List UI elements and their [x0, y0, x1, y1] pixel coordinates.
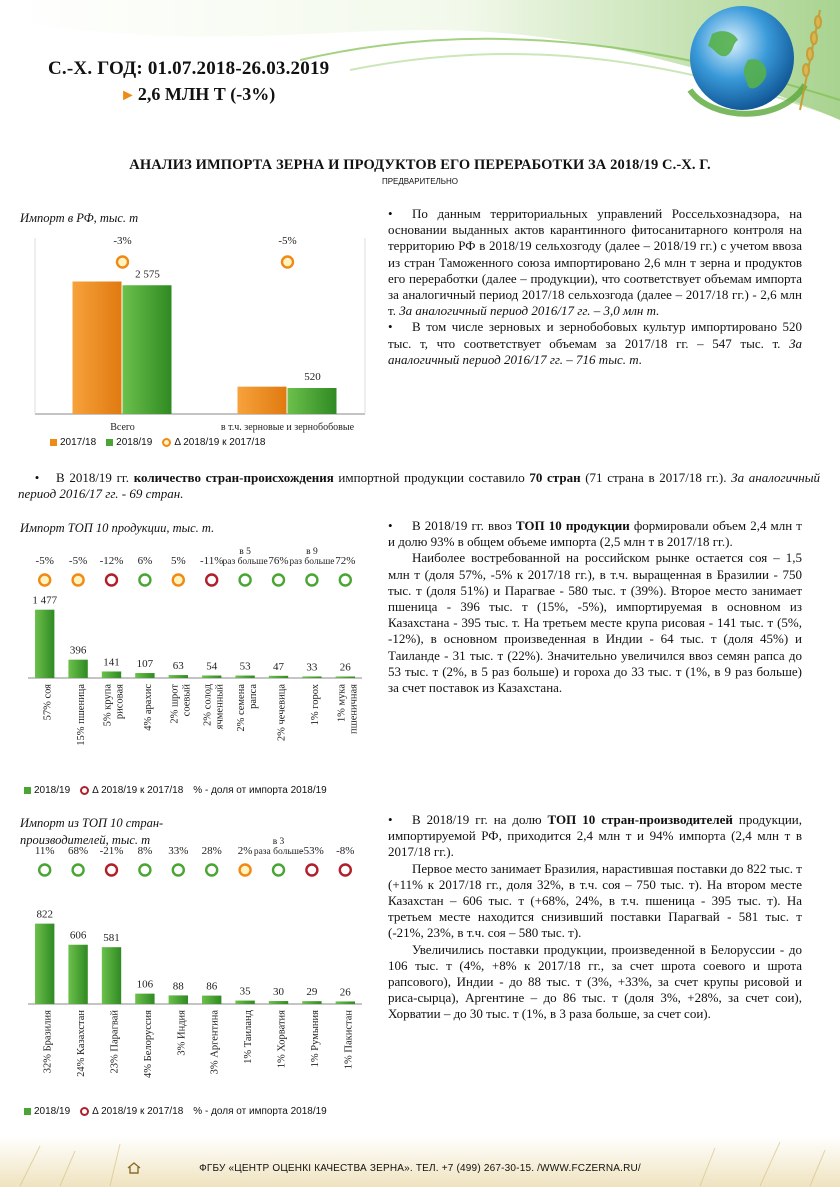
bar [202, 676, 221, 678]
value-label: 606 [69, 929, 87, 942]
change-marker [306, 575, 317, 586]
value-label: 53 [239, 660, 251, 673]
category-label: 2% солод [202, 684, 214, 726]
change-label: -5% [278, 235, 297, 247]
change-marker [282, 257, 293, 268]
category-label-group [143, 684, 154, 731]
bar-2017-18 [73, 282, 122, 415]
change-label: 11% [34, 845, 55, 857]
change-marker [39, 865, 50, 876]
bullet-icon: • [34, 470, 40, 485]
legend-item: % - доля от импорта 2018/19 [193, 1106, 327, 1117]
value-label: 106 [136, 978, 154, 991]
change-marker [240, 575, 251, 586]
bullet-icon: • [388, 518, 393, 533]
category-label: 23% Парагвай [109, 1010, 121, 1074]
chart3-title: Импорт из ТОП 10 стран-производителей, тыс. т [20, 816, 164, 847]
chart-svg [20, 830, 368, 1100]
bullet-icon: • [388, 812, 393, 827]
change-marker [39, 575, 50, 586]
value-label: 520 [304, 371, 321, 383]
category-label: 4% Белоруссия [142, 1010, 154, 1078]
bar [302, 676, 321, 678]
value-label: 26 [339, 986, 351, 999]
category-label-group [169, 684, 192, 724]
change-label: 28% [201, 845, 222, 857]
category-label: 2% семена [236, 684, 248, 732]
change-marker [306, 865, 317, 876]
legend-item: 2018/19 [106, 437, 152, 448]
change-marker [173, 575, 184, 586]
change-marker [273, 575, 284, 586]
bar [102, 947, 121, 1004]
change-label: 5% [170, 555, 186, 567]
value-label: 29 [306, 986, 318, 999]
value-label: 822 [36, 908, 53, 921]
bar [202, 996, 221, 1004]
change-label: в 3 [272, 837, 285, 847]
bar-2017-18 [238, 387, 287, 414]
chart2-legend [24, 785, 327, 796]
bar [35, 924, 54, 1004]
change-label: -5% [68, 555, 88, 567]
chart1-svg [20, 228, 375, 438]
category-label-group [343, 1010, 354, 1070]
category-label: ячменный [214, 684, 226, 730]
change-label: -8% [336, 845, 355, 857]
change-marker [117, 257, 128, 268]
bullet-icon: • [388, 206, 393, 221]
value-label: 35 [239, 985, 251, 998]
category-label-group [310, 1010, 321, 1068]
change-label: раза больше [253, 847, 304, 857]
page-subtitle: ПРЕДВАРИТЕЛЬНО [381, 177, 459, 186]
change-label: раз больше [222, 557, 268, 567]
value-label: 88 [172, 980, 184, 993]
change-marker [139, 865, 150, 876]
value-label: 30 [273, 986, 284, 999]
category-label-group [236, 684, 259, 732]
category-label-group [243, 1009, 254, 1064]
change-marker [106, 575, 117, 586]
category-label-group [103, 684, 126, 727]
bar [269, 1001, 288, 1004]
value-label: 396 [69, 644, 87, 657]
text-block-1: • По данным территориальных управлений Россельхознадзора, на основании выданных актов карантинного фитосанитарного контроля на территорию РФ в 2018/19 сельхозгоду (далее – 2018/19 гг.) с учетом ввоза из стран Таможенного союза импортировано 2,6 млн т зерна и продуктов его переработки (далее – продукции), что соответствует объемам импорта за аналогичный период 2017/18 сельхозгода (далее – 2017/18 гг.) - 2,6 млн т. За аналогичный период 2016/17 гг. – 3,0 млн т. • В том числе зерновых и зернобобовых культур импортировано 520 тыс. т, что соответствует объемам за 2017/18 гг. – 547 тыс. т. За аналогичный период 2016/17 гг. – 716 тыс. т. [388, 206, 802, 367]
category-label-group [43, 1010, 54, 1073]
legend-item: Δ 2018/19 к 2017/18 [80, 785, 183, 796]
category-label-group [310, 683, 321, 725]
footer-contacts: ФГБУ «ЦЕНТР ОЦЕНКІ КАЧЕСТВА ЗЕРНА». ТЕЛ. +7 (499) 267-30-15. /WWW.FCZERNA.RU/ [199, 1163, 641, 1174]
change-label: в 9 [306, 547, 318, 557]
category-label: 1% мука [336, 684, 348, 723]
value-label: 107 [136, 658, 154, 671]
legend-item: % - доля от импорта 2018/19 [193, 785, 327, 796]
volume-value: 2,6 МЛН Т (-3%) [137, 84, 276, 104]
change-marker [139, 575, 150, 586]
value-label: 2 575 [135, 268, 160, 281]
category-label: 1% горох [309, 684, 321, 726]
value-label: 141 [103, 656, 120, 669]
category-label-group [76, 684, 87, 746]
season-period: С.-Х. ГОД: 01.07.2018-26.03.2019 [48, 58, 330, 79]
category-label: 15% пшеница [76, 684, 88, 746]
chart2-title: Импорт ТОП 10 продукции, тыс. т. [20, 521, 215, 535]
change-marker [240, 865, 251, 876]
category-label: Всего [110, 422, 135, 433]
change-marker [340, 865, 351, 876]
category-label: 5% крупа [102, 684, 114, 727]
category-label: 4% арахис [142, 684, 154, 731]
change-marker [340, 575, 351, 586]
change-label: 76% [268, 555, 289, 567]
category-label-group [43, 684, 54, 721]
chart-top10-countries [20, 830, 368, 1100]
category-label: 1% Таиланд [243, 1010, 255, 1064]
change-label: 8% [137, 845, 153, 857]
category-label-group [277, 684, 288, 741]
change-label: -3% [113, 235, 132, 247]
bar [269, 676, 288, 678]
value-label: 63 [172, 660, 184, 673]
value-label: 33 [306, 661, 318, 674]
category-label-group [210, 1010, 221, 1075]
category-label: 2% шрот [169, 684, 181, 724]
change-label: 68% [68, 845, 89, 857]
value-label: 581 [103, 932, 120, 945]
chart1-title: Импорт в РФ, тыс. т [20, 211, 139, 225]
category-label: рисовая [114, 684, 126, 720]
bar-2018-19 [288, 388, 337, 414]
change-label: -53% [299, 845, 324, 857]
bar [336, 677, 355, 679]
category-label-group [203, 683, 226, 729]
chart3-legend [24, 1106, 327, 1117]
season-volume [120, 84, 275, 105]
category-label: соевый [181, 684, 193, 717]
change-label: раз больше [289, 557, 335, 567]
legend-item: 2018/19 [24, 785, 70, 796]
change-marker [273, 865, 284, 876]
bar [169, 675, 188, 678]
change-label: 72% [335, 555, 356, 567]
category-label: 57% соя [42, 684, 54, 721]
category-label: 1% Хорватия [276, 1010, 288, 1069]
value-label: 1 477 [32, 594, 58, 607]
category-label: пшеничная [348, 684, 360, 734]
category-label-group [143, 1010, 154, 1078]
category-label: 1% Румыния [309, 1010, 321, 1068]
category-label-group [176, 1010, 187, 1056]
change-marker [206, 865, 217, 876]
change-marker [73, 865, 84, 876]
change-label: 33% [168, 845, 189, 857]
value-label: 47 [273, 660, 284, 673]
page-title: АНАЛИЗ ИМПОРТА ЗЕРНА И ПРОДУКТОВ ЕГО ПЕРЕРАБОТКИ ЗА 2018/19 С.-Х. Г. [129, 157, 711, 173]
category-label-group [277, 1010, 288, 1068]
change-label: -11% [199, 555, 224, 567]
bar [135, 994, 154, 1004]
legend-item: 2018/19 [24, 1106, 70, 1117]
change-label: -5% [35, 555, 54, 567]
bar [68, 945, 87, 1004]
chart-top10-products [20, 540, 368, 780]
text-block-2: • В 2018/19 гг. ввоз ТОП 10 продукции формировали объем 2,4 млн т и долю 93% в общем объеме импорта (2,5 млн т в 2017/18 гг.). Наиболее востребованной на российском рынке остается соя – 1,5 млн т (доля 57%, -5% к 2017/18 гг.), в т.ч. выращенная в Бразилии - 750 тыс. т (доля 51%) и Парагвае - 580 тыс. т (39%). Второе место занимает пшеница - 396 тыс. т (15%, -5%), импортируемая в основном из Казахстана - 395 тыс. т. На третьем месте крупа рисовая - 141 тыс. т (5%, -12%), в основном произведенная в Индии - 64 тыс. т (доля 45%) и Таиланде - 31 тыс. т (22%). Значительно увеличился ввоз семян рапса до 53 тыс. т (2%, в 5 раз больше) и гороха до 33 тыс. т (1%, в 9 раз больше) за счет поставок из Казахстана. [388, 518, 802, 696]
change-label: в 5 [239, 547, 251, 557]
chart-svg [20, 540, 368, 780]
category-label: 2% чечевица [276, 684, 288, 742]
bar [235, 676, 254, 678]
category-label: 1% Пакистан [343, 1010, 355, 1070]
chart-import-total [20, 228, 375, 438]
change-label: -21% [99, 845, 124, 857]
category-label: рапса [248, 684, 260, 709]
change-marker [106, 865, 117, 876]
change-label: 2% [237, 845, 253, 857]
change-marker [73, 575, 84, 586]
category-label: в т.ч. зерновые и зернобобовые [220, 422, 355, 433]
category-label: 24% Казахстан [76, 1010, 88, 1077]
category-label-group [76, 1010, 87, 1077]
change-label: -12% [99, 555, 124, 567]
legend-item: 2017/18 [50, 437, 96, 448]
chart1-legend [50, 437, 265, 448]
bar [336, 1001, 355, 1004]
category-label: 3% Аргентина [209, 1010, 221, 1075]
bar [102, 671, 121, 678]
legend-item: Δ 2018/19 к 2017/18 [80, 1106, 183, 1117]
value-label: 26 [339, 661, 351, 674]
bar [169, 995, 188, 1004]
value-label: 86 [206, 980, 218, 993]
globe-icon [690, 6, 794, 110]
bar-2018-19 [123, 285, 172, 414]
change-marker [173, 865, 184, 876]
change-label: 6% [137, 555, 153, 567]
bar [68, 660, 87, 678]
bar [35, 610, 54, 678]
bar [135, 673, 154, 678]
legend-item: Δ 2018/19 к 2017/18 [162, 437, 265, 448]
category-label: 3% Индия [176, 1010, 188, 1056]
category-label-group [336, 684, 359, 734]
change-marker [206, 575, 217, 586]
bullet-icon: • [388, 319, 393, 335]
bar [235, 1001, 254, 1004]
text-block-3: • В 2018/19 гг. на долю ТОП 10 стран-производителей продукции, импортируемой РФ, приходится 2,4 млн т и 94% импорта (2,4 млн т в 2017/18 гг.). Первое место занимает Бразилия, нарастившая поставки до 822 тыс. т (+11% к 2017/18 гг., доля 32%, в т.ч. соя – 750 тыс. т). На втором месте Казахстан – 606 тыс. т (+68%, 24%, в т.ч. пшеница - 395 тыс. т). На третьем месте находится снизивший поставки Парагвай - 581 тыс. т (-21%, 23%, в т.ч. соя – 580 тыс. т). Увеличились поставки продукции, произведенной в Белоруссии - до 106 тыс. т (4%, +8% к 2017/18 гг., за счет шрота соевого и шрота рапсового), Индии - до 88 тыс. т (3%, +33%, за счет крупы рисовой и риса-сырца), Аргентине – до 86 тыс. т (доля 3%, +28%, за счет сои), Хорватии – до 30 тыс. т (1%, в 3 раза больше, за счет сои). [388, 812, 803, 1022]
value-label: 54 [206, 660, 218, 673]
footer-decoration [0, 1136, 840, 1187]
category-label: 32% Бразилия [42, 1010, 54, 1074]
category-label-group [110, 1010, 121, 1074]
countries-paragraph: • В 2018/19 гг. количество стран-происхождения импортной продукции составило 70 стран (71 страна в 2017/18 гг.). За аналогичный период 2016/17 гг. - 69 стран. [18, 470, 821, 502]
bar [302, 1001, 321, 1004]
triangle-right-icon: ► [120, 87, 136, 104]
